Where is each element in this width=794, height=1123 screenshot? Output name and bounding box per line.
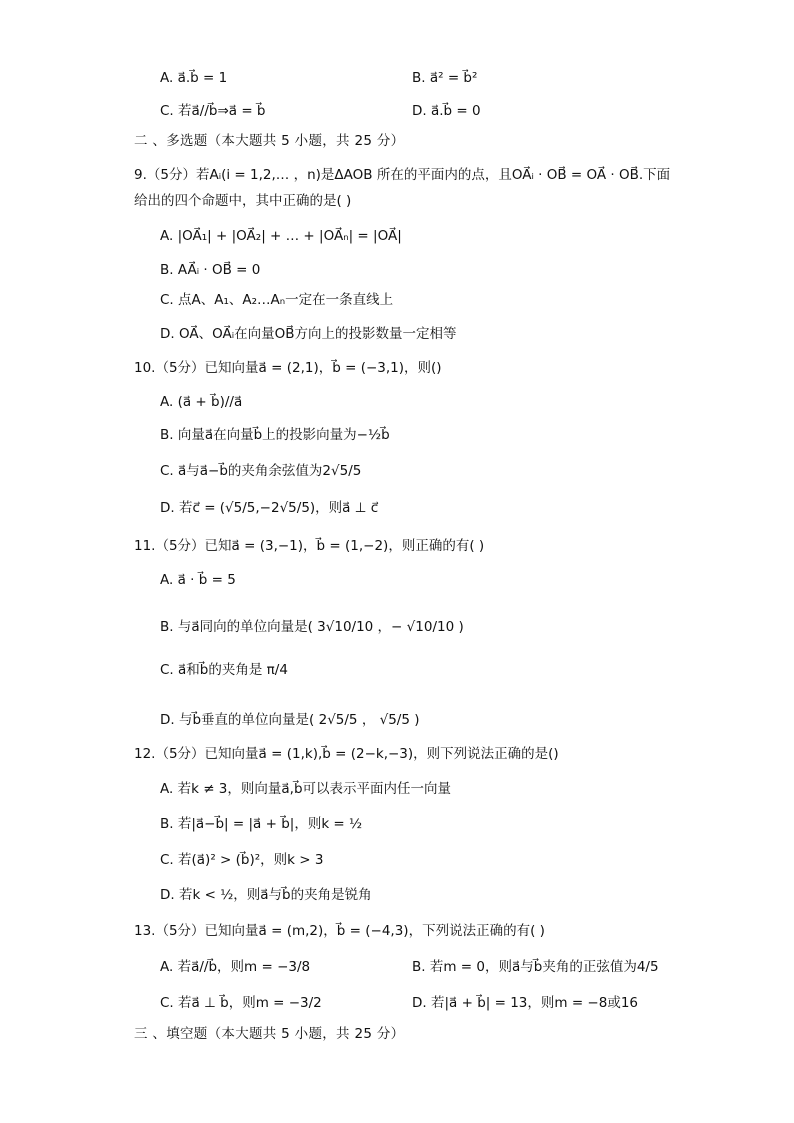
- option-d-prev: D. a⃗.b⃗ = 0: [412, 103, 481, 119]
- q10-option-a: A. (a⃗ + b⃗)//a⃗: [160, 394, 243, 410]
- section-heading-fill-in: 三 、填空题（本大题共 5 小题，共 25 分）: [134, 1026, 405, 1042]
- q11-option-d: D. 与b⃗垂直的单位向量是( 2√5/5 ， √5/5 ): [160, 712, 420, 728]
- section-heading-multi-choice: 二 、多选题（本大题共 5 小题，共 25 分）: [134, 133, 405, 149]
- q9-option-b: B. AA⃗ᵢ · OB⃗ = 0: [160, 262, 261, 278]
- q12-stem: 12.（5分）已知向量a⃗ = (1,k),b⃗ = (2−k,−3)，则下列说法正确的是(): [134, 746, 559, 762]
- q9-stem-line1: 9.（5分）若Aᵢ(i = 1,2,… ，n)是ΔAOB 所在的平面内的点，且OA⃗ᵢ · OB⃗ = OA⃗ · OB⃗.下面: [134, 167, 671, 183]
- q12-option-a: A. 若k ≠ 3，则向量a⃗,b⃗可以表示平面内任一向量: [160, 781, 452, 797]
- q13-option-d: D. 若|a⃗ + b⃗| = 13，则m = −8或16: [412, 995, 639, 1011]
- q9-option-d: D. OA⃗、OA⃗ᵢ在向量OB⃗方向上的投影数量一定相等: [160, 326, 457, 342]
- q9-option-c: C. 点A、A₁、A₂…Aₙ一定在一条直线上: [160, 292, 394, 308]
- q11-option-c: C. a⃗和b⃗的夹角是 π/4: [160, 662, 288, 678]
- q11-option-b: B. 与a⃗同向的单位向量是( 3√10/10 ，− √10/10 ): [160, 619, 464, 635]
- option-b-prev: B. a⃗² = b⃗²: [412, 70, 478, 86]
- q11-option-a: A. a⃗ · b⃗ = 5: [160, 572, 236, 588]
- option-c-prev: C. 若a⃗//b⃗⇒a⃗ = b⃗: [160, 103, 266, 119]
- q12-option-c: C. 若(a⃗)² > (b⃗)²，则k > 3: [160, 852, 324, 868]
- q10-option-d: D. 若c⃗ = (√5/5,−2√5/5)，则a⃗ ⊥ c⃗: [160, 500, 379, 516]
- q13-stem: 13.（5分）已知向量a⃗ = (m,2)，b⃗ = (−4,3)，下列说法正确的有( ): [134, 923, 545, 939]
- q12-option-b: B. 若|a⃗−b⃗| = |a⃗ + b⃗|，则k = ½: [160, 816, 363, 832]
- q10-stem: 10.（5分）已知向量a⃗ = (2,1)，b⃗ = (−3,1)，则(): [134, 360, 442, 376]
- q11-stem: 11.（5分）已知a⃗ = (3,−1)，b⃗ = (1,−2)，则正确的有( ): [134, 538, 485, 554]
- q12-option-d: D. 若k < ½，则a⃗与b⃗的夹角是锐角: [160, 887, 372, 903]
- q13-option-b: B. 若m = 0，则a⃗与b⃗夹角的正弦值为4/5: [412, 959, 659, 975]
- option-a-prev: A. a⃗.b⃗ = 1: [160, 70, 228, 86]
- q13-option-c: C. 若a⃗ ⊥ b⃗，则m = −3/2: [160, 995, 322, 1011]
- q9-option-a: A. |OA⃗₁| + |OA⃗₂| + … + |OA⃗ₙ| = |OA⃗|: [160, 228, 402, 244]
- q9-stem-line2: 给出的四个命题中，其中正确的是( ): [134, 193, 352, 209]
- q10-option-b: B. 向量a⃗在向量b⃗上的投影向量为−½b⃗: [160, 427, 390, 443]
- q13-option-a: A. 若a⃗//b⃗，则m = −3/8: [160, 959, 311, 975]
- q10-option-c: C. a⃗与a⃗−b⃗的夹角余弦值为2√5/5: [160, 463, 362, 479]
